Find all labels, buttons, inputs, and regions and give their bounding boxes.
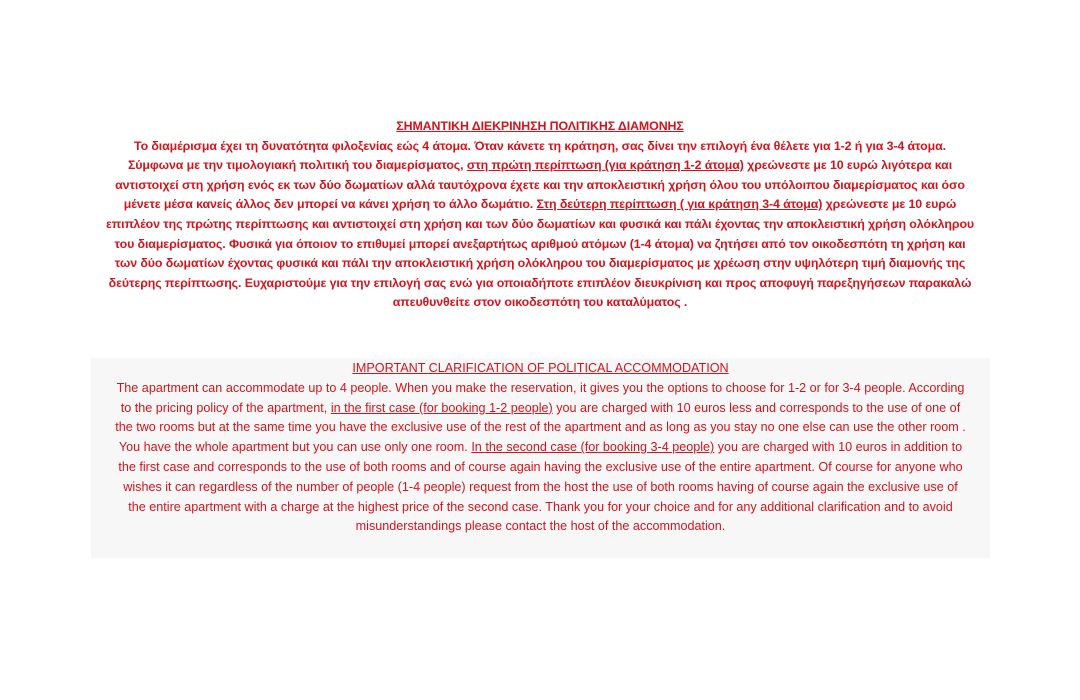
text-line <box>91 399 990 419</box>
text-segment: απευθυνθείτε στον οικοδεσπότη του καταλύματος . <box>392 295 688 310</box>
text-segment: Σύμφωνα με την τιμολογιακή πολιτική του διαμερίσματος, <box>127 158 467 173</box>
text-line <box>91 379 990 399</box>
underlined-text: Στη δεύτερη περίπτωση ( για κράτηση 3-4 άτομα) <box>536 197 823 212</box>
greek-heading: ΣΗΜΑΝΤΙΚΗ ΔΙΕΚΡΙΝΗΣΗ ΠΟΛΙΤΙΚΗΣ ΔΙΑΜΟΝΗΣ <box>396 119 684 133</box>
text-segment: the entire apartment with a charge at the highest price of the second case. Thank you for your choice and for any additional clarification and to avoid <box>128 499 953 514</box>
text-segment: you are charged with 10 euros in addition to <box>714 440 963 455</box>
greek-paragraph <box>95 137 985 313</box>
underlined-text: στη πρώτη περίπτωση (για κράτηση 1-2 άτομα) <box>466 158 744 173</box>
text-segment: the two rooms but at the same time you have the exclusive use of the rest of the apartment and as long as you stay no one else can use the other room . <box>115 420 966 435</box>
text-segment: you are charged with 10 euros less and corresponds to the use of one of <box>552 400 961 415</box>
text-line <box>95 274 985 294</box>
text-segment: επιπλέον της πρώτης περίπτωσης και αντιστοιχεί στη χρήση και των δύο δωματίων και φυσικά και πάλι έχοντας την αποκλειστική χρήση ολόκληρου <box>105 216 975 231</box>
text-line <box>95 156 985 176</box>
text-line <box>91 498 990 518</box>
text-line <box>91 458 990 478</box>
text-line <box>95 235 985 255</box>
english-notice <box>91 358 990 558</box>
underlined-text: In the second case (for booking 3-4 people) <box>471 440 715 455</box>
english-paragraph <box>91 379 990 537</box>
text-line <box>95 215 985 235</box>
text-segment: misunderstandings please contact the host of the accommodation. <box>355 519 726 534</box>
text-segment: μένετε μέσα κανείς άλλος δεν μπορεί να κάνει χρήση το άλλο δωμάτιο. <box>123 197 537 212</box>
text-line <box>95 254 985 274</box>
text-segment: Το διαμέρισμα έχει τη δυνατότητα φιλοξενίας εώς 4 άτομα. Όταν κάνετε τη κράτηση, σας δίνει την επιλογή ένα θέλετε για 1-2 ή για 3-4 άτομα. <box>134 138 946 153</box>
text-segment: χρεώνεστε με 10 ευρώ λιγότερα και <box>743 158 953 173</box>
text-line <box>95 293 985 313</box>
text-segment: wishes it can regardless of the number of people (1-4 people) request from the host the use of both rooms having of course again the exclusive use of <box>123 479 958 494</box>
text-line <box>91 478 990 498</box>
text-line <box>91 438 990 458</box>
text-segment: των δύο δωματίων έχοντας φυσικά και πάλι την αποκλειστική χρήση ολόκληρου του διαμερίσματος με χρέωση στην υψηλότερη τιμή διαμονής της <box>114 256 966 271</box>
text-segment: You have the whole apartment but you can use only one room. <box>118 440 472 455</box>
text-line <box>91 517 990 537</box>
text-line <box>95 137 985 157</box>
text-segment: the first case and corresponds to the use of both rooms and of course again having the exclusive use of the entire apartment. Of course for anyone who <box>118 459 963 474</box>
text-segment: αντιστοιχεί στη χρήση ενός εκ των δύο δωματίων αλλά ταυτόχρονα έχετε και την αποκλειστική χρήση όλου του υπόλοιπου διαμερίσματος και όσο <box>115 177 965 192</box>
text-segment: to the pricing policy of the apartment, <box>120 400 331 415</box>
underlined-text: in the first case (for booking 1-2 people) <box>330 400 553 415</box>
text-segment: δεύτερης περίπτωσης. Ευχαριστούμε για την επιλογή σας ενώ για οποιαδήποτε επιπλέον διευκρίνιση και προς αποφυγή παρεξηγήσεων παρακαλώ <box>108 275 972 290</box>
text-segment: The apartment can accommodate up to 4 people. When you make the reservation, it gives you the options to choose for 1-2 or for 3-4 people. According <box>116 380 965 395</box>
text-line <box>91 418 990 438</box>
text-line <box>95 195 985 215</box>
text-line <box>95 176 985 196</box>
text-segment: χρεώνεστε με 10 ευρώ <box>822 197 957 212</box>
english-heading: IMPORTANT CLARIFICATION OF POLITICAL ACCOMMODATION <box>352 361 729 375</box>
text-segment: του διαμερίσματος. Φυσικά για όποιον το επιθυμεί μπορεί ανεξαρτήτως αριθμού ατόμων (1-4 άτομα) να ζητήσει από τον οικοδεσπότη τη χρήση και <box>114 236 966 251</box>
greek-notice <box>95 117 985 313</box>
